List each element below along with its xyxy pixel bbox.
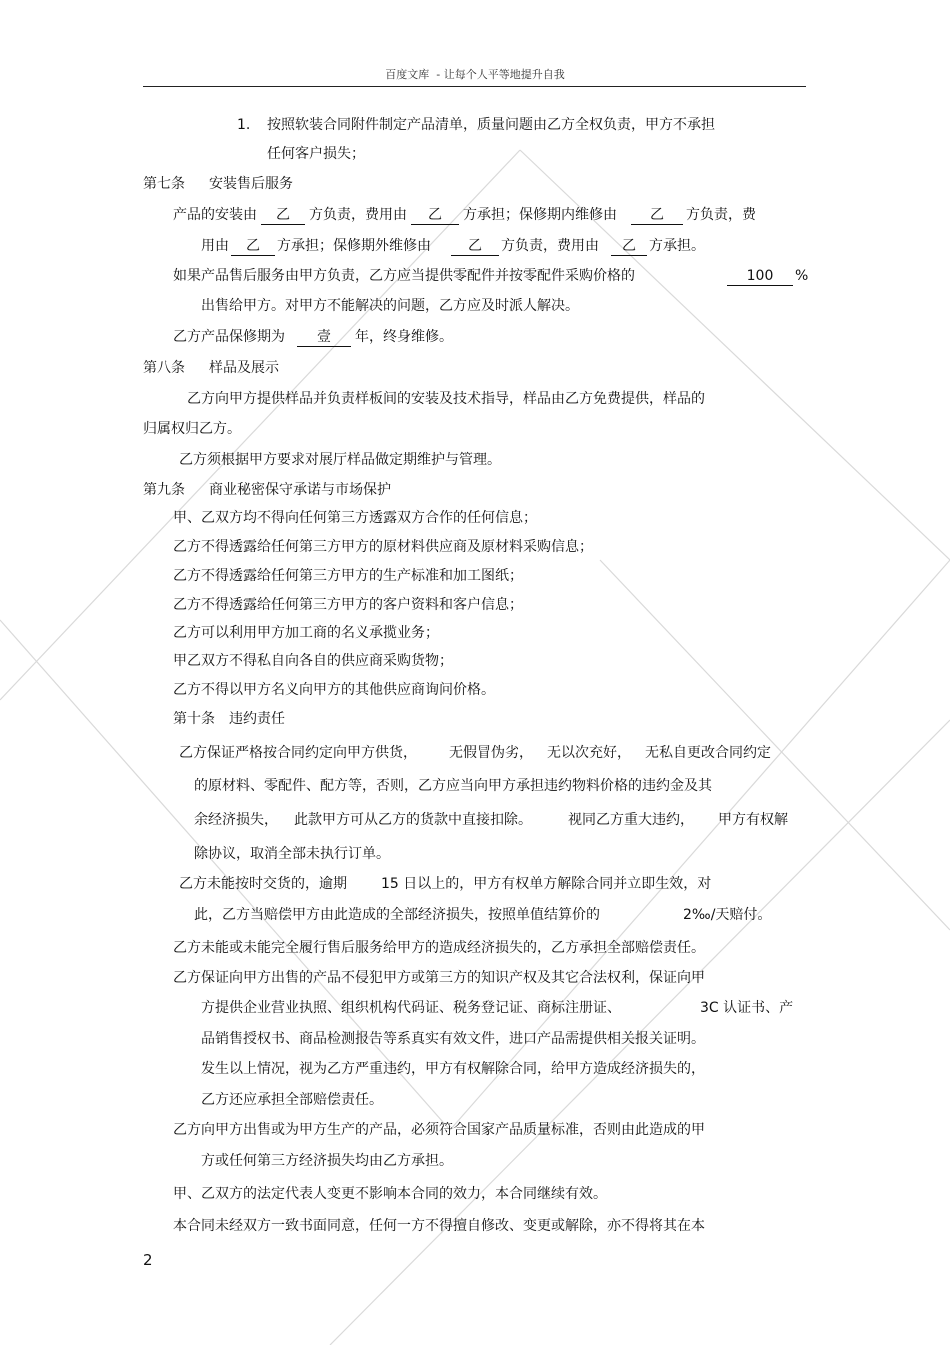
clause-line: 出售给甲方。对甲方不能解决的问题，乙方应及时派人解决。 — [201, 298, 579, 314]
clause-line: 乙方向甲方提供样品并负责样板间的安装及技术指导，样品由乙方免费提供，样品的 — [187, 391, 705, 407]
clause-line: 甲乙双方不得私自向各自的供应商采购货物； — [173, 653, 453, 669]
fill-blank: 乙 — [611, 238, 647, 256]
clause-line: 方提供企业营业执照、组织机构代码证、税务登记证、商标注册证、 — [201, 1000, 621, 1016]
fill-blank: 乙 — [411, 207, 459, 225]
clause-line: 本合同未经双方一致书面同意，任何一方不得擅自修改、变更或解除，亦不得将其在本 — [173, 1218, 705, 1234]
clause-line: 乙方未能按时交货的，逾期 15 日以上的，甲方有权单方解除合同并立即生效，对 — [179, 876, 712, 892]
clause-line: 乙方产品保修期为 壹 年，终身维修。 — [173, 329, 453, 345]
clause-line: 如果产品售后服务由甲方负责，乙方应当提供零配件并按零配件采购价格的 — [173, 268, 635, 284]
clause-line: 乙方向甲方出售或为甲方生产的产品，必须符合国家产品质量标准，否则由此造成的甲 — [173, 1122, 705, 1138]
clause-line: 甲、乙双方均不得向任何第三方透露双方合作的任何信息； — [173, 510, 537, 526]
clause-line: 乙方保证向甲方出售的产品不侵犯甲方或第三方的知识产权及其它合法权利，保证向甲 — [173, 970, 705, 986]
list-item-number: 1. — [237, 117, 251, 133]
article-heading-9: 第九条 商业秘密保守承诺与市场保护 — [143, 482, 391, 498]
clause-line: 甲、乙双方的法定代表人变更不影响本合同的效力，本合同继续有效。 — [173, 1186, 607, 1202]
article-heading-10: 第十条 违约责任 — [173, 711, 285, 727]
fill-blank: 乙 — [451, 238, 499, 256]
clause-line: 此，乙方当赔偿甲方由此造成的全部经济损失，按照单值结算价的 — [194, 907, 600, 923]
clause-line-rate: 2‰/天赔付。 — [683, 907, 772, 923]
clause-line: 乙方还应承担全部赔偿责任。 — [201, 1092, 383, 1108]
clause-line: 发生以上情况，视为乙方严重违约，甲方有权解除合同，给甲方造成经济损失的， — [201, 1061, 705, 1077]
clause-line: 品销售授权书、商品检测报告等系真实有效文件，进口产品需提供相关报关证明。 — [201, 1031, 705, 1047]
clause-line: 乙方可以利用甲方加工商的名义承揽业务； — [173, 625, 439, 641]
clause-line: 乙方不得透露给任何第三方甲方的生产标准和加工图纸； — [173, 568, 523, 584]
fill-blank: 乙 — [261, 207, 305, 225]
clause-line: 余经济损失， 此款甲方可从乙方的货款中直接扣除。 视同乙方重大违约， 甲方有权解 — [194, 812, 788, 828]
clause-line: 归属权归乙方。 — [143, 421, 241, 437]
clause-line: 用由 乙 方承担；保修期外维修由 乙 方负责，费用由 乙 方承担。 — [201, 238, 705, 254]
fill-blank: 100 — [727, 268, 793, 286]
clause-line: 产品的安装由 乙 方负责，费用由 乙 方承担；保修期内维修由 乙 方负责，费 — [173, 207, 756, 223]
clause-line: 除协议，取消全部未执行订单。 — [194, 846, 390, 862]
fill-blank: 乙 — [231, 238, 275, 256]
clause-line: 乙方不得透露给任何第三方甲方的客户资料和客户信息； — [173, 597, 523, 613]
header-slogan: - 让每个人平等地提升自我 — [436, 68, 565, 81]
clause-line: 乙方未能或未能完全履行售后服务给甲方的造成经济损失的，乙方承担全部赔偿责任。 — [173, 940, 705, 956]
header-rule — [143, 86, 806, 87]
clause-line: 任何客户损失； — [267, 146, 365, 162]
page-header — [0, 66, 950, 82]
clause-line-cert: 3C 认证书、产 — [700, 1000, 794, 1016]
article-heading-7: 第七条 安装售后服务 — [143, 176, 293, 192]
clause-line-blank: 100 % — [727, 267, 808, 286]
fill-blank: 壹 — [297, 329, 351, 347]
page-number: 2 — [143, 1251, 153, 1269]
clause-line: 乙方须根据甲方要求对展厅样品做定期维护与管理。 — [179, 452, 501, 468]
clause-line: 乙方不得以甲方名义向甲方的其他供应商询问价格。 — [173, 682, 495, 698]
clause-line: 方或任何第三方经济损失均由乙方承担。 — [201, 1153, 453, 1169]
header-site: 百度文库 — [385, 68, 430, 81]
clause-line: 乙方不得透露给任何第三方甲方的原材料供应商及原材料采购信息； — [173, 539, 593, 555]
clause-line: 乙方保证严格按合同约定向甲方供货， 无假冒伪劣， 无以次充好， 无私自更改合同约定 — [179, 745, 771, 761]
article-heading-8: 第八条 样品及展示 — [143, 360, 279, 376]
fill-blank: 乙 — [631, 207, 683, 225]
clause-line: 的原材料、零配件、配方等，否则，乙方应当向甲方承担违约物料价格的违约金及其 — [194, 778, 712, 794]
clause-line: 按照软装合同附件制定产品清单，质量问题由乙方全权负责，甲方不承担 — [267, 117, 715, 133]
